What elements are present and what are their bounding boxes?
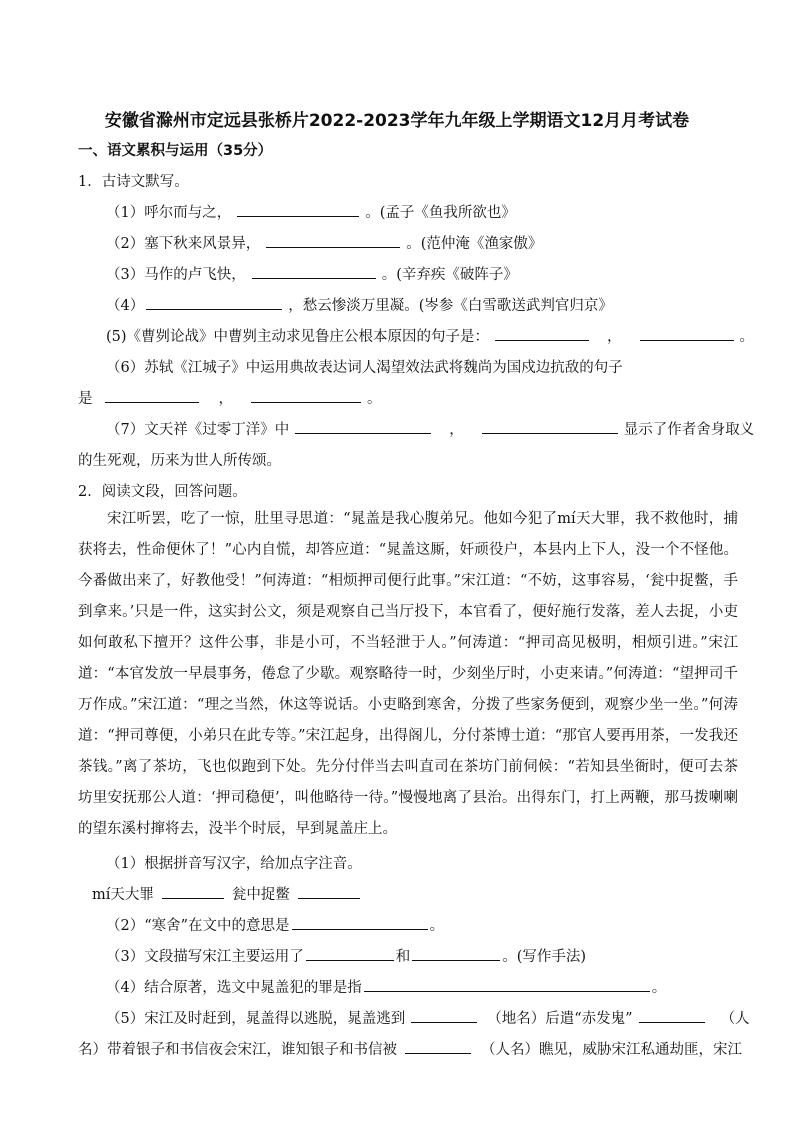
q1-item-4-source: ，愁云惨淡万里凝。(岑参《白雪歌送武判官归京》 — [288, 298, 613, 314]
q1-item-7 — [106, 418, 754, 439]
answer-blank[interactable] — [306, 946, 394, 961]
q2-sub-5-cont-prompt: 名）带着银子和书信夜会宋江，谁知银子和书信被 — [78, 1042, 397, 1058]
answer-blank[interactable] — [482, 419, 618, 434]
passage-line: 的望东溪村撺将去，没半个时辰，早到晁盖庄上。 — [78, 821, 397, 837]
answer-blank[interactable] — [412, 946, 500, 961]
q1-item-5-prompt: (5)《曹刿论战》中曹刿主动求见鲁庄公根本原因的句子是： — [106, 329, 490, 345]
q1-item-2 — [106, 232, 542, 253]
q1-item-4 — [106, 294, 613, 315]
q2-sub-5-tail: （人 — [720, 1011, 750, 1027]
word-mi: mí天大罪 — [92, 887, 154, 903]
q1-item-1-prompt: （1）呼尔而与之， — [106, 205, 232, 221]
passage-line: 茶钱。”离了茶坊，飞也似跑到下处。先分付伴当去叫直司在茶坊门前伺候：“若知县坐衙时，便可去茶 — [78, 759, 738, 775]
passage-line: 坊里安抚那公人道：‘押司稳便’，叫他略待一待。”慢慢地离了县治。出得东门，打上两鞭，那马拨喇喇 — [78, 790, 738, 806]
passage-line: 今番做出来了，好教他受！”何涛道：“相烦押司便行此事。”宋江道：“不妨，这事容易，‘瓮中捉鳖，手 — [78, 573, 738, 589]
q2-sub-5-prompt: （5）宋江及时赶到，晁盖得以逃脱，晁盖逃到 — [106, 1011, 406, 1027]
comma: ， — [449, 422, 464, 438]
passage-line: 万作成。”宋江道：“理之当然，休这等说话。小吏略到寒舍，分拨了些家务便到，观察少坐一坐。”何涛 — [78, 697, 738, 713]
section-heading: 一、语文累积与运用（35分） — [78, 143, 273, 159]
q1-item-6-lead: 是 — [78, 391, 93, 407]
answer-blank[interactable] — [251, 388, 361, 403]
q1-item-6 — [106, 356, 623, 377]
q2-sub-3 — [106, 945, 586, 966]
comma: ， — [218, 391, 233, 407]
word-wengzhongzhuobie: 瓮中捉鳖 — [231, 887, 290, 903]
q1-item-1-source: 。(孟子《鱼我所欲也》 — [365, 205, 516, 221]
q2-sub-5-mid: （地名）后遣“赤发鬼” — [487, 1011, 633, 1027]
answer-blank[interactable] — [405, 1039, 471, 1054]
question-2-heading: 2．阅读文段，回答问题。 — [78, 484, 247, 500]
q2-sub-2-prompt: （2）“寒舍”在文中的意思是 — [106, 918, 290, 934]
q1-item-7-cont: 的生死观，历来为世人所传颂。 — [78, 453, 281, 469]
q2-sub-4-prompt: （4）结合原著，选文中晁盖犯的罪是指 — [106, 980, 362, 996]
answer-blank[interactable] — [266, 233, 400, 248]
answer-blank[interactable] — [105, 388, 199, 403]
exam-title: 安徽省滁州市定远县张桥片2022-2023学年九年级上学期语文12月月考试卷 — [104, 111, 690, 131]
q1-item-6-prompt: （6）苏轼《江城子》中运用典故表达词人渴望效法武将魏尚为国戍边抗敌的句子 — [106, 360, 623, 376]
answer-blank[interactable] — [146, 295, 282, 310]
q2-sub-3-prompt: （3）文段描写宋江主要运用了 — [106, 949, 304, 965]
answer-blank[interactable] — [295, 419, 431, 434]
q2-sub-2 — [106, 914, 444, 935]
answer-blank[interactable] — [411, 1008, 477, 1023]
q2-sub-1: （1）根据拼音写汉字，给加点字注音。 — [106, 856, 362, 872]
q2-sub-5-cont — [78, 1038, 742, 1059]
answer-blank[interactable] — [237, 202, 359, 217]
q1-item-5 — [106, 325, 754, 346]
conjunction: 和 — [395, 949, 411, 965]
answer-blank[interactable] — [640, 326, 734, 341]
q1-item-2-source: 。(范仲淹《渔家傲》 — [406, 236, 543, 252]
period: 。 — [367, 391, 382, 407]
period: 。 — [429, 918, 445, 934]
answer-blank[interactable] — [364, 977, 650, 992]
q1-item-7-prompt: （7）文天祥《过零丁洋》中 — [106, 422, 290, 438]
answer-blank[interactable] — [162, 884, 224, 899]
passage-line: 道：“押司尊便，小弟只在此专等。”宋江起身，出得阁儿，分付茶博士道：“那官人要再用茶，一发我还 — [78, 728, 738, 744]
q2-sub-5 — [106, 1007, 750, 1028]
answer-blank[interactable] — [639, 1008, 705, 1023]
comma: ， — [607, 329, 622, 345]
q1-item-6-cont — [78, 387, 382, 408]
period: 。 — [651, 980, 667, 996]
q2-sub-4 — [106, 976, 666, 997]
q1-item-3 — [106, 263, 518, 284]
question-1-heading: 1．古诗文默写。 — [78, 174, 189, 190]
passage-line: 到拿来。’只是一件，这实封公文，须是观察自己当厅投下，本官看了，便好施行发落，差人去捉，小吏 — [78, 604, 738, 620]
q2-sub-3-hint: 。(写作手法) — [502, 949, 587, 965]
q1-item-7-tail: 显示了作者舍身取义 — [623, 422, 755, 438]
answer-blank[interactable] — [298, 884, 360, 899]
passage-line: 宋江听罢，吃了一惊，肚里寻思道：“晁盖是我心腹弟兄。他如今犯了mí天大罪，我不救他时，捕 — [107, 511, 738, 527]
passage-line: 获将去，性命便休了！”心内自慌，却答应道：“晁盖这厮，奸顽役户，本县内上下人，没一个不怪他。 — [78, 542, 738, 558]
passage-line: 道：“本官发放一早晨事务，倦怠了少歇。观察略待一时，少刻坐厅时，小吏来请。”何涛道：“望押司千 — [78, 666, 738, 682]
q1-item-4-prompt: （4） — [106, 298, 145, 314]
period: 。 — [739, 329, 755, 345]
q1-item-3-prompt: （3）马作的卢飞快， — [106, 267, 246, 283]
q2-sub-5-cont-tail: （人名）瞧见，威胁宋江私通劫匪，宋江 — [481, 1042, 742, 1058]
q1-item-1 — [106, 201, 516, 222]
q1-item-2-prompt: （2）塞下秋来风景异， — [106, 236, 261, 252]
answer-blank[interactable] — [495, 326, 589, 341]
passage-line: 如何敢私下擅开？这件公事，非是小可，不当轻泄于人。”何涛道：“押司高见极明，相烦引进。”宋江 — [78, 635, 738, 651]
q1-item-3-source: 。(辛弃疾《破阵子》 — [381, 267, 518, 283]
answer-blank[interactable] — [292, 915, 428, 930]
reading-passage — [78, 504, 738, 845]
q2-sub-1-answers — [92, 883, 368, 904]
answer-blank[interactable] — [252, 264, 376, 279]
